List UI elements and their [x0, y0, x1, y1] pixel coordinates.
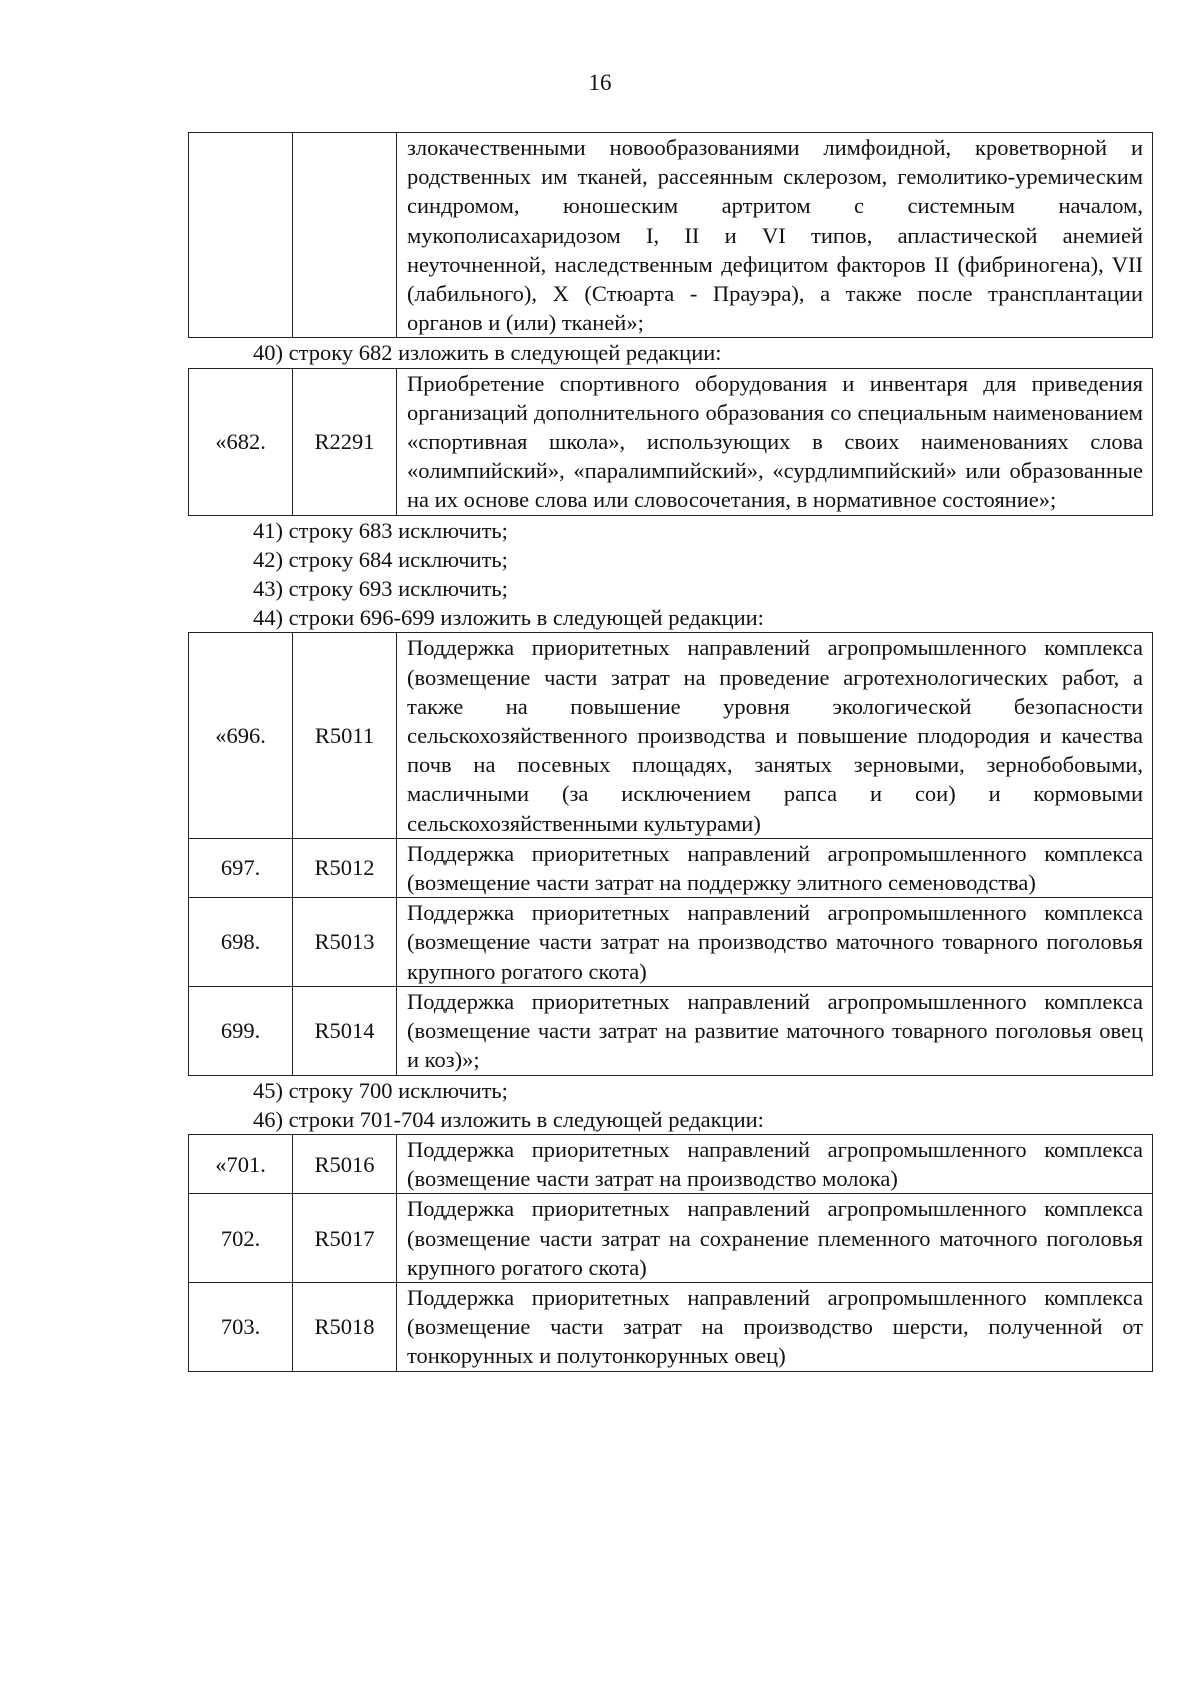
- amendment-table: [188, 368, 1153, 516]
- description-cell: Поддержка приоритетных направлений агропромышленного комплекса (возмещение части затрат на производство маточного товарного поголовья крупного рогатого скота): [397, 898, 1153, 987]
- row-number-cell: 703.: [189, 1282, 293, 1371]
- amendment-instruction: 41) строку 683 исключить;: [253, 517, 508, 543]
- code-cell: R5016: [293, 1134, 397, 1193]
- description-cell: злокачественными новообразованиями лимфоидной, кроветворной и родственных им тканей, рассеянным склерозом, гемолитико-уремическим синдромом, юношеским артритом с системным началом, мукополисахаридозом I, II и VI типов, апластической анемией неуточненной, наследственным дефицитом факторов II (фибриногена), VII (лабильного), X (Стюарта - Прауэра), а также после трансплантации органов и (или) тканей»;: [397, 133, 1153, 338]
- document-body: [188, 132, 1143, 1372]
- code-cell: [293, 133, 397, 338]
- row-number-cell: 699.: [189, 986, 293, 1075]
- code-cell: R5011: [293, 633, 397, 838]
- table-row: [189, 1282, 1153, 1371]
- row-number-cell: 702.: [189, 1194, 293, 1283]
- amendment-table: [188, 132, 1153, 338]
- code-cell: R5017: [293, 1194, 397, 1283]
- code-cell: R2291: [293, 368, 397, 515]
- amendment-table: [188, 632, 1153, 1075]
- amendment-instruction: 46) строки 701-704 изложить в следующей редакции:: [253, 1106, 764, 1132]
- amendment-instruction: 40) строку 682 изложить в следующей редакции:: [253, 340, 722, 366]
- table-row: [189, 133, 1153, 338]
- row-number-cell: 698.: [189, 898, 293, 987]
- table-row: [189, 1134, 1153, 1193]
- table-row: [189, 898, 1153, 987]
- row-number-cell: «682.: [189, 368, 293, 515]
- amendment-instruction: 44) строки 696-699 изложить в следующей редакции:: [253, 605, 764, 631]
- description-cell: Поддержка приоритетных направлений агропромышленного комплекса (возмещение части затрат на проведение агротехнологических работ, а также на повышение уровня экологической безопасности сельскохозяйственного производства и повышение плодородия и качества почв на посевных площадях, занятых зерновыми, зернобобовыми, масличными (за исключением рапса и сои) и кормовыми сельскохозяйственными культурами): [397, 633, 1153, 838]
- amendment-instruction: 43) строку 693 исключить;: [253, 576, 508, 602]
- code-cell: R5013: [293, 898, 397, 987]
- code-cell: R5018: [293, 1282, 397, 1371]
- description-cell: Поддержка приоритетных направлений агропромышленного комплекса (возмещение части затрат на производство молока): [397, 1134, 1153, 1193]
- table-row: [189, 368, 1153, 515]
- row-number-cell: «696.: [189, 633, 293, 838]
- code-cell: R5012: [293, 838, 397, 897]
- amendment-instruction: 45) строку 700 исключить;: [253, 1077, 508, 1103]
- description-cell: Поддержка приоритетных направлений агропромышленного комплекса (возмещение части затрат на поддержку элитного семеноводства): [397, 838, 1153, 897]
- table-row: [189, 633, 1153, 838]
- page-number: 16: [588, 70, 612, 95]
- row-number-cell: [189, 133, 293, 338]
- row-number-cell: «701.: [189, 1134, 293, 1193]
- table-row: [189, 1194, 1153, 1283]
- description-cell: Поддержка приоритетных направлений агропромышленного комплекса (возмещение части затрат на производство шерсти, полученной от тонкорунных и полутонкорунных овец): [397, 1282, 1153, 1371]
- description-cell: Приобретение спортивного оборудования и инвентаря для приведения организаций дополнительного образования со специальным наименованием «спортивная школа», использующих в своих наименованиях слова «олимпийский», «паралимпийский», «сурдлимпийский» или образованные на их основе слова или словосочетания, в нормативное состояние»;: [397, 368, 1153, 515]
- table-row: [189, 838, 1153, 897]
- description-cell: Поддержка приоритетных направлений агропромышленного комплекса (возмещение части затрат на развитие маточного товарного поголовья овец и коз)»;: [397, 986, 1153, 1075]
- row-number-cell: 697.: [189, 838, 293, 897]
- table-row: [189, 986, 1153, 1075]
- code-cell: R5014: [293, 986, 397, 1075]
- amendment-instruction: 42) строку 684 исключить;: [253, 546, 508, 572]
- amendment-table: [188, 1134, 1153, 1372]
- description-cell: Поддержка приоритетных направлений агропромышленного комплекса (возмещение части затрат на сохранение племенного маточного поголовья крупного рогатого скота): [397, 1194, 1153, 1283]
